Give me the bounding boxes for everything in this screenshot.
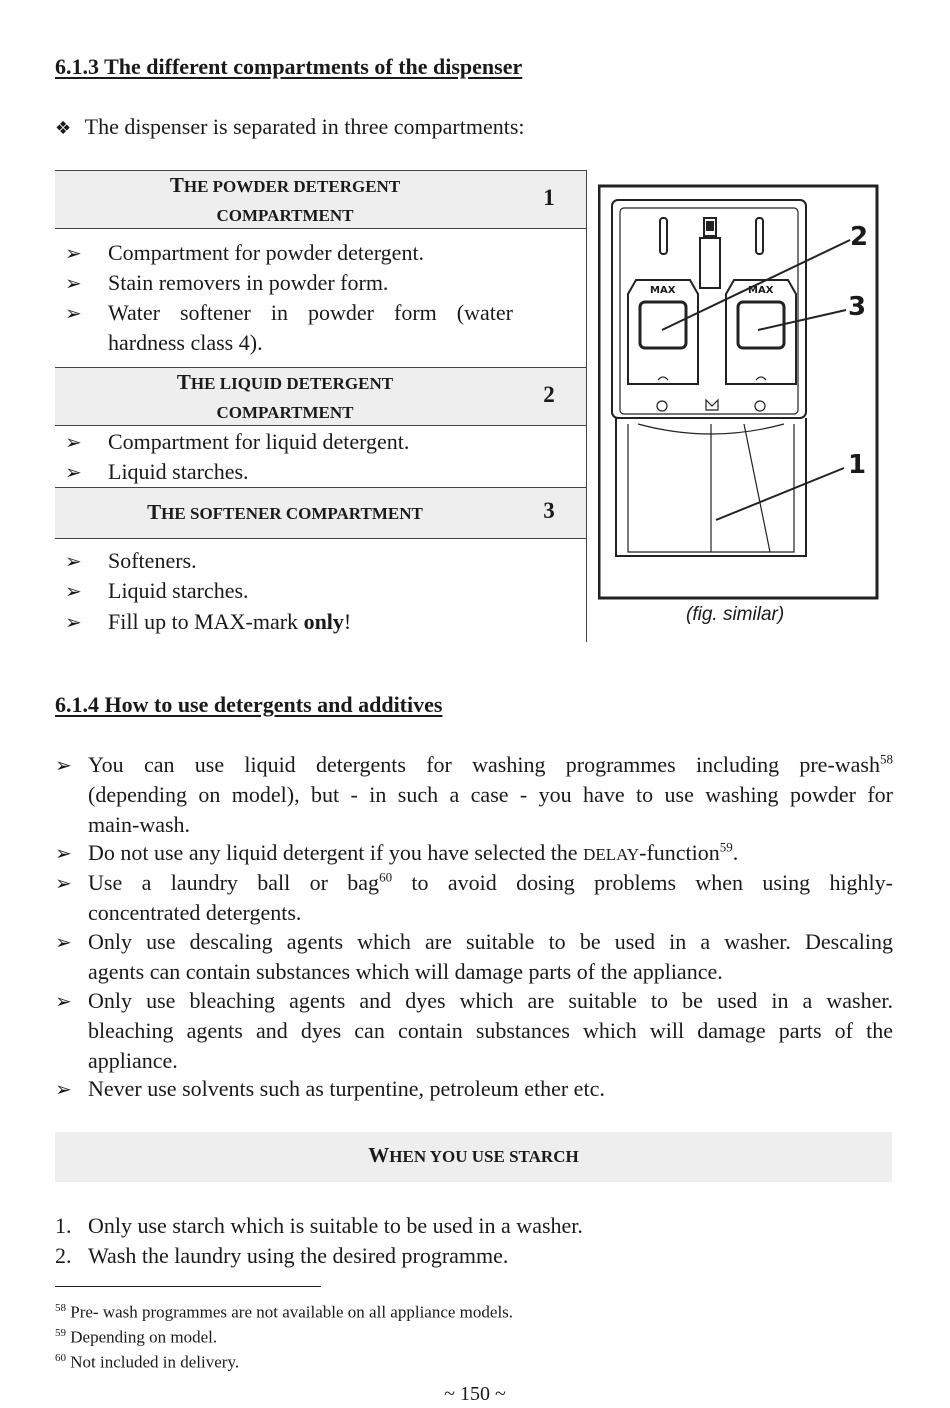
footnote-58: $^{58}$ Pre- wash programmes are not available on all appliance models. [55,1302,514,1322]
intro-line [55,112,525,144]
figure-caption: (fig. similar) [686,604,785,625]
max-label-left: MAX [650,285,676,296]
starch-heading: WHEN YOU USE STARCH [368,1143,579,1167]
compartment-2-number: 2 [543,382,555,407]
starch-step: 2. Wash the laundry using the desired programme. [55,1243,509,1268]
compartment-1-number: 1 [543,185,555,210]
compartment-1-title: THE POWDER DETERGENT COMPARTMENT [169,173,401,225]
section-title-6-1-4: 6.1.4 How to use detergents and additives [55,692,443,717]
page-number: ~ 150 ~ [444,1383,506,1405]
starch-step: 1. Only use starch which is suitable to be used in a washer. [55,1213,583,1238]
diamond-bullet-icon: ❖ [55,118,72,139]
callout-2: 2 [850,222,869,252]
compartment-3-title: THE SOFTENER COMPARTMENT [147,500,423,524]
footnote-59: $^{59}$ Depending on model. [55,1327,218,1347]
compartment-2-title: THE LIQUID DETERGENT COMPARTMENT [176,370,394,422]
callout-1: 1 [848,450,867,480]
intro-text: The dispenser is separated in three compartments: [84,114,525,139]
compartment-3-number: 3 [543,498,555,523]
max-label-right: MAX [748,285,774,296]
callout-3: 3 [848,292,867,322]
footnote-60: $^{60}$ Not included in delivery. [55,1352,240,1372]
section-title-6-1-3: 6.1.3 The different compartments of the dispenser [55,54,523,79]
compartment-table: THE POWDER DETERGENT COMPARTMENT 1 ➢ Compartment for powder detergent. ➢ Stain removers in powder form. ➢ Water softener in powder form (water hardness class 4). THE LIQUID DETERGENT COMPARTMENT 2 ➢ Compartment for liquid detergent. ➢ Liquid starches. THE SOFTENER COMPARTMENT 3 ➢ Softeners. ➢ Liquid starches. ➢ Fill up to MAX-mark only! [55,170,587,642]
footnote-divider [55,1286,321,1287]
dispenser-drawing [598,184,880,600]
dispenser-figure [598,184,880,600]
